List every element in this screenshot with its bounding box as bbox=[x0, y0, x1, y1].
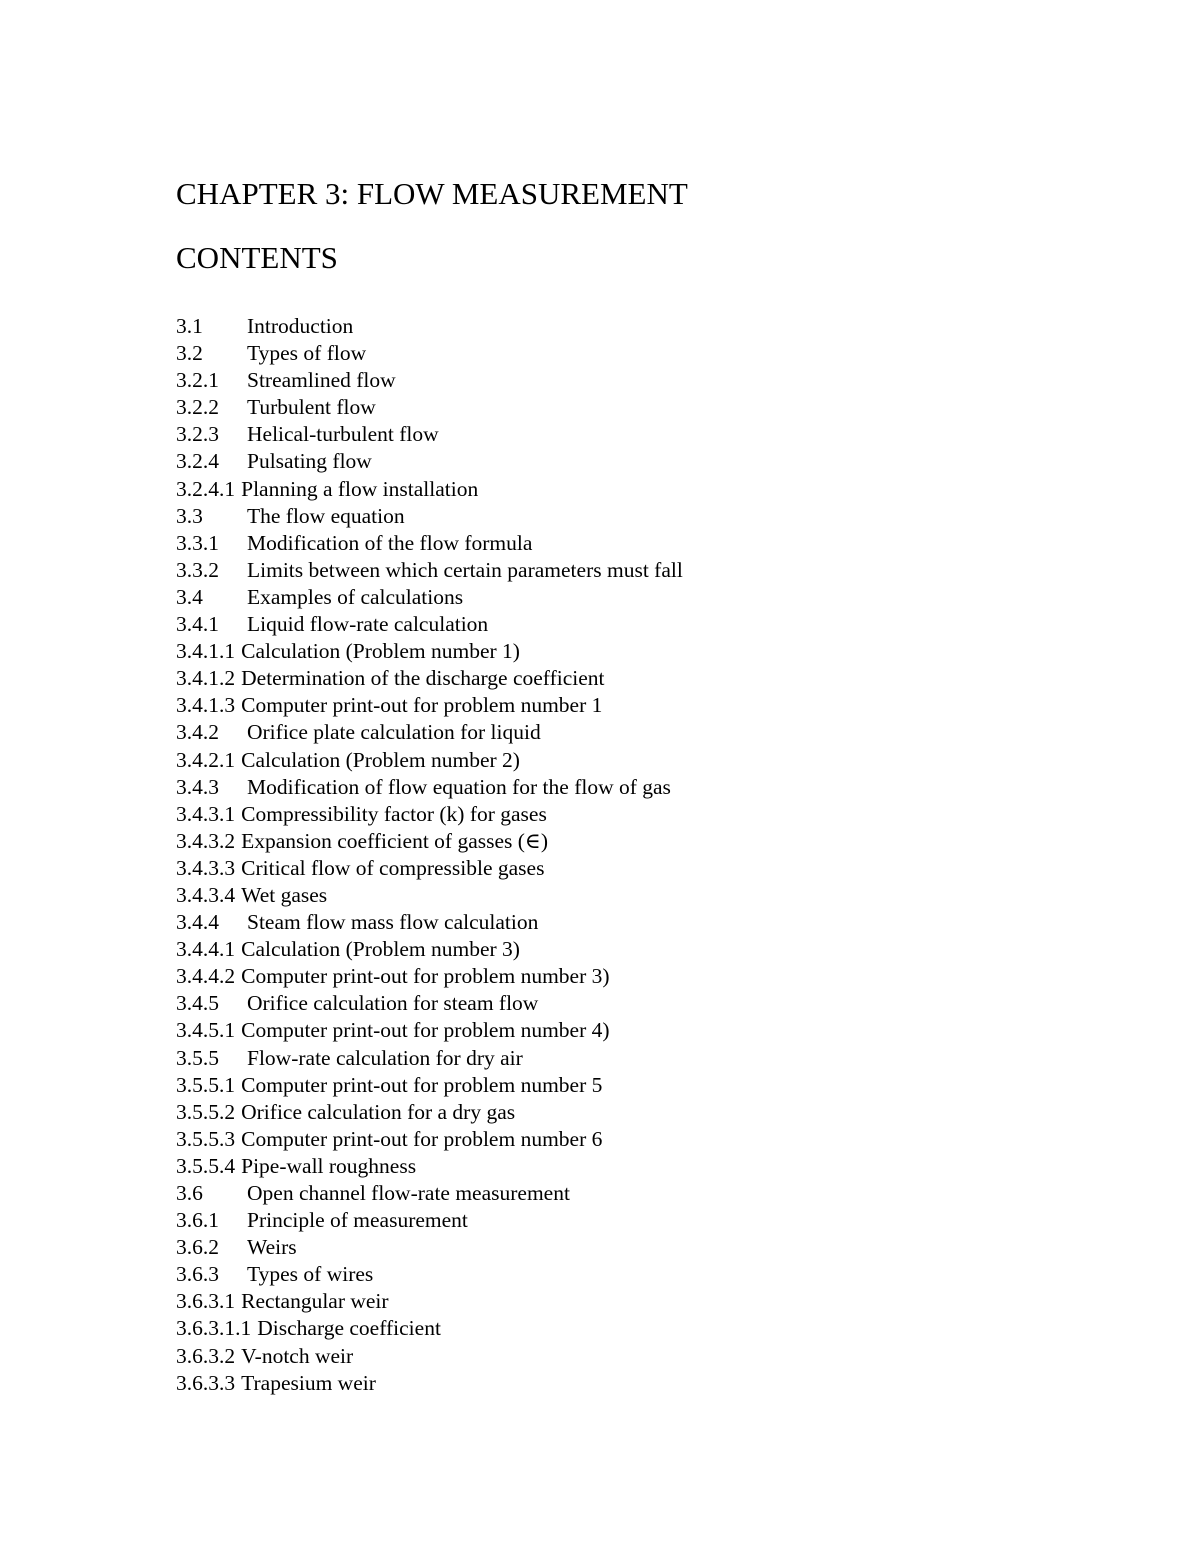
toc-entry-number: 3.4.3.1 bbox=[176, 801, 236, 826]
toc-entry bbox=[176, 774, 683, 801]
toc-entry-number: 3.4.4.2 bbox=[176, 964, 236, 989]
toc-entry-number: 3.2.3 bbox=[176, 422, 219, 447]
toc-entry bbox=[176, 638, 683, 665]
toc-entry bbox=[176, 1045, 683, 1072]
toc-entry-title: Turbulent flow bbox=[247, 395, 376, 420]
toc-entry-title: Computer print-out for problem number 6 bbox=[241, 1126, 603, 1151]
toc-entry-number: 3.4.3.3 bbox=[176, 855, 236, 880]
toc-entry bbox=[176, 530, 683, 557]
toc-entry bbox=[176, 909, 683, 936]
toc-entry bbox=[176, 1288, 683, 1315]
toc-entry-number: 3.6.3 bbox=[176, 1262, 219, 1287]
toc-entry-title: Rectangular weir bbox=[241, 1289, 389, 1314]
toc-entry bbox=[176, 503, 683, 530]
toc-entry bbox=[176, 1315, 683, 1342]
toc-entry-title: Trapesium weir bbox=[241, 1370, 376, 1395]
toc-entry-title: Computer print-out for problem number 4) bbox=[241, 1018, 610, 1043]
toc-entry-title: Weirs bbox=[247, 1235, 297, 1260]
toc-entry-number: 3.6.3.1 bbox=[176, 1289, 236, 1314]
toc-entry-title: Calculation (Problem number 2) bbox=[241, 747, 520, 772]
toc-entry-number: 3.6.2 bbox=[176, 1235, 219, 1260]
toc-entry-title: Flow-rate calculation for dry air bbox=[247, 1045, 523, 1070]
toc-entry bbox=[176, 611, 683, 638]
toc-entry-title: Modification of the flow formula bbox=[247, 530, 533, 555]
toc-entry-number: 3.4.2 bbox=[176, 720, 219, 745]
toc-entry-title: Types of wires bbox=[247, 1262, 374, 1287]
toc-entry-title: Expansion coefficient of gasses (∈) bbox=[241, 828, 548, 853]
toc-entry-title: Modification of flow equation for the flow of gas bbox=[247, 774, 671, 799]
toc-entry bbox=[176, 855, 683, 882]
toc-entry-title: Compressibility factor (k) for gases bbox=[241, 801, 547, 826]
toc-entry bbox=[176, 936, 683, 963]
toc-entry-title: Orifice calculation for a dry gas bbox=[241, 1099, 516, 1124]
toc-entry-title: Examples of calculations bbox=[247, 584, 464, 609]
toc-entry bbox=[176, 1207, 683, 1234]
toc-entry-title: Computer print-out for problem number 1 bbox=[241, 693, 603, 718]
toc-entry-title: V-notch weir bbox=[241, 1343, 354, 1368]
toc-entry bbox=[176, 557, 683, 584]
toc-entry bbox=[176, 1234, 683, 1261]
toc-entry-title: Pulsating flow bbox=[247, 449, 372, 474]
toc-entry bbox=[176, 313, 683, 340]
toc-entry bbox=[176, 584, 683, 611]
toc-entry-title: Computer print-out for problem number 3) bbox=[241, 964, 610, 989]
toc-entry bbox=[176, 1099, 683, 1126]
toc-entry bbox=[176, 1180, 683, 1207]
toc-entry-number: 3.4.5.1 bbox=[176, 1018, 236, 1043]
toc-entry bbox=[176, 448, 683, 475]
contents-heading: CONTENTS bbox=[176, 240, 338, 275]
toc-entry bbox=[176, 1370, 683, 1397]
toc-entry-number: 3.5.5.4 bbox=[176, 1153, 236, 1178]
toc-entry-number: 3.2.1 bbox=[176, 368, 219, 393]
toc-entry bbox=[176, 747, 683, 774]
toc-entry bbox=[176, 1017, 683, 1044]
toc-entry-title: Open channel flow-rate measurement bbox=[247, 1181, 570, 1205]
toc-entry bbox=[176, 1261, 683, 1288]
toc-entry bbox=[176, 367, 683, 394]
toc-entry-title: Limits between which certain parameters must fall bbox=[247, 557, 683, 582]
toc-entry bbox=[176, 801, 683, 828]
toc-entry bbox=[176, 665, 683, 692]
toc-entry-number: 3.4.3.2 bbox=[176, 828, 236, 853]
toc-entry-number: 3.6.3.3 bbox=[176, 1370, 236, 1395]
toc-entry-title: The flow equation bbox=[247, 503, 405, 528]
toc-entry-number: 3.5.5.2 bbox=[176, 1099, 236, 1124]
toc-entry-title: Computer print-out for problem number 5 bbox=[241, 1072, 603, 1097]
toc-entry-number: 3.2.4.1 bbox=[176, 476, 236, 501]
toc-entry-title: Principle of measurement bbox=[247, 1208, 468, 1233]
toc-entry bbox=[176, 1072, 683, 1099]
toc-entry-title: Introduction bbox=[247, 314, 354, 338]
toc-entry-title: Wet gases bbox=[241, 882, 328, 907]
toc-entry bbox=[176, 963, 683, 990]
toc-entry-number: 3.3.1 bbox=[176, 530, 219, 555]
toc-entry-number: 3.2.2 bbox=[176, 395, 219, 420]
toc-entry bbox=[176, 882, 683, 909]
toc-entry-number: 3.4.1.1 bbox=[176, 639, 236, 664]
toc-entry bbox=[176, 719, 683, 746]
toc-entry-title: Orifice plate calculation for liquid bbox=[247, 720, 541, 745]
toc-entry-number: 3.5.5 bbox=[176, 1045, 219, 1070]
toc-entry bbox=[176, 1126, 683, 1153]
toc-entry-number: 3.3 bbox=[176, 503, 203, 528]
toc-entry-number: 3.5.5.3 bbox=[176, 1126, 236, 1151]
toc-entry-number: 3.4.1.3 bbox=[176, 693, 236, 718]
toc-entry-title: Liquid flow-rate calculation bbox=[247, 612, 489, 637]
toc-entry-title: Calculation (Problem number 3) bbox=[241, 937, 520, 962]
toc-entry-title: Discharge coefficient bbox=[257, 1316, 441, 1341]
toc-entry-title: Helical-turbulent flow bbox=[247, 422, 439, 447]
table-of-contents bbox=[176, 313, 683, 1397]
toc-entry-title: Critical flow of compressible gases bbox=[241, 855, 545, 880]
toc-entry-number: 3.4.1.2 bbox=[176, 666, 236, 691]
toc-entry-number: 3.6.3.2 bbox=[176, 1343, 236, 1368]
toc-entry-number: 3.4.4.1 bbox=[176, 937, 236, 962]
toc-entry-number: 3.1 bbox=[176, 314, 203, 338]
toc-entry-title: Orifice calculation for steam flow bbox=[247, 991, 539, 1016]
toc-entry bbox=[176, 692, 683, 719]
toc-entry-number: 3.4.3.4 bbox=[176, 882, 236, 907]
chapter-title: CHAPTER 3: FLOW MEASUREMENT bbox=[176, 176, 688, 211]
toc-entry bbox=[176, 1153, 683, 1180]
toc-entry-number: 3.6 bbox=[176, 1181, 203, 1205]
toc-entry bbox=[176, 990, 683, 1017]
toc-entry-title: Steam flow mass flow calculation bbox=[247, 910, 539, 935]
toc-entry-number: 3.3.2 bbox=[176, 557, 219, 582]
toc-entry bbox=[176, 1343, 683, 1370]
toc-entry-number: 3.4.2.1 bbox=[176, 747, 236, 772]
toc-entry-number: 3.4.5 bbox=[176, 991, 219, 1016]
toc-entry-number: 3.4.3 bbox=[176, 774, 219, 799]
toc-entry bbox=[176, 394, 683, 421]
toc-entry-number: 3.5.5.1 bbox=[176, 1072, 236, 1097]
toc-entry-title: Determination of the discharge coefficient bbox=[241, 666, 605, 691]
toc-entry-number: 3.6.3.1.1 bbox=[176, 1316, 252, 1341]
toc-entry-title: Calculation (Problem number 1) bbox=[241, 639, 520, 664]
toc-entry-title: Streamlined flow bbox=[247, 368, 396, 393]
toc-entry-title: Planning a flow installation bbox=[241, 476, 479, 501]
toc-entry-number: 3.6.1 bbox=[176, 1208, 219, 1233]
toc-entry-number: 3.2.4 bbox=[176, 449, 219, 474]
toc-entry bbox=[176, 828, 683, 855]
toc-entry bbox=[176, 421, 683, 448]
toc-entry-title: Pipe-wall roughness bbox=[241, 1153, 417, 1178]
toc-entry-title: Types of flow bbox=[247, 341, 367, 366]
toc-entry bbox=[176, 340, 683, 367]
toc-entry-number: 3.4.4 bbox=[176, 910, 219, 935]
toc-entry-number: 3.4.1 bbox=[176, 612, 219, 637]
toc-entry bbox=[176, 476, 683, 503]
toc-entry-number: 3.4 bbox=[176, 584, 203, 609]
toc-entry-number: 3.2 bbox=[176, 341, 203, 366]
